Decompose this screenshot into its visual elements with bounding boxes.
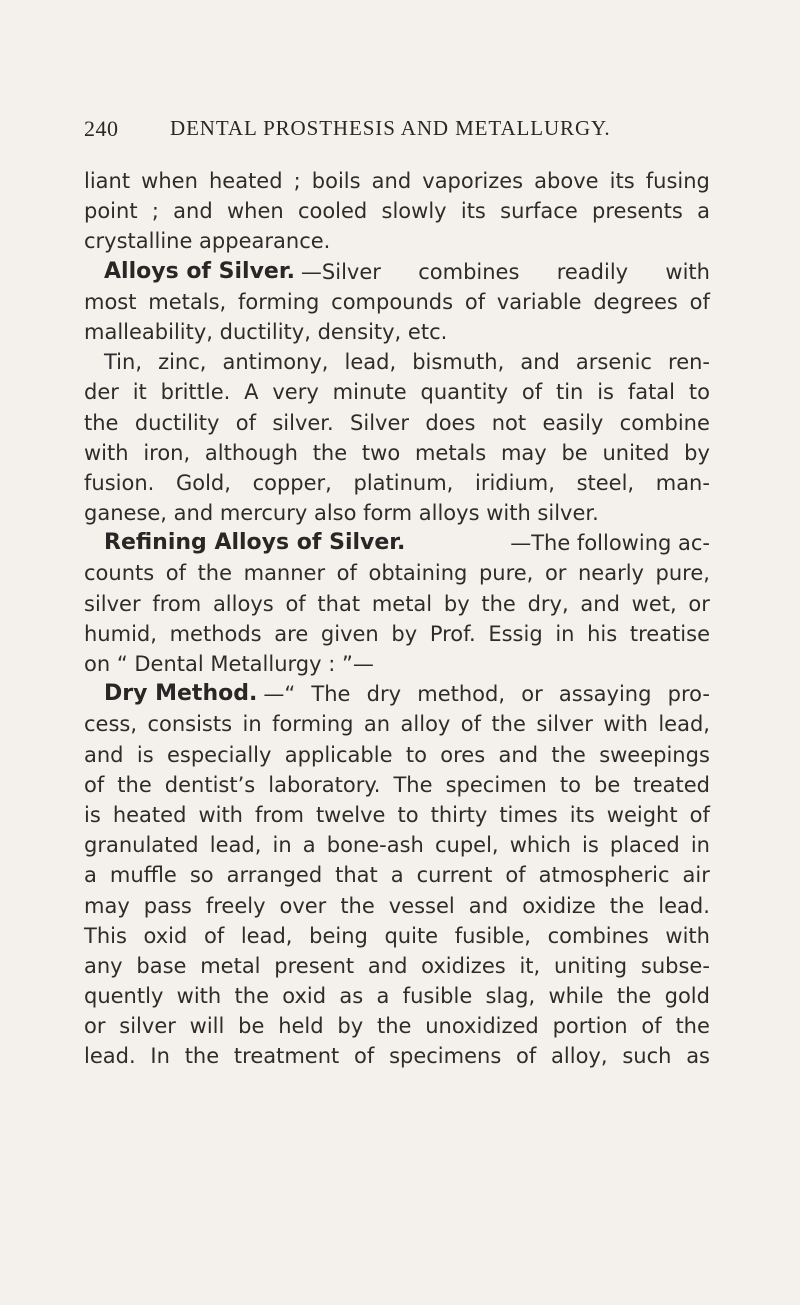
word: very xyxy=(272,380,319,405)
word: specimens xyxy=(389,1044,502,1069)
word: a xyxy=(697,199,710,224)
word: specimen xyxy=(445,772,547,797)
word: methods xyxy=(169,621,262,646)
word: the xyxy=(117,772,152,797)
word: slag, xyxy=(485,984,536,1009)
word: with xyxy=(198,802,243,827)
text-line xyxy=(84,1041,710,1071)
word: silver xyxy=(119,1014,176,1039)
text-line xyxy=(84,438,710,468)
text-line-content: on “ Dental Metallurgy : ”— xyxy=(84,652,374,676)
word: and xyxy=(84,742,124,767)
word: of xyxy=(689,802,710,827)
word: Tin, xyxy=(104,350,143,375)
text-line-content: crystalline appearance. xyxy=(84,229,331,254)
word: easily xyxy=(542,410,604,435)
word: given xyxy=(320,621,379,646)
word: of xyxy=(165,561,187,586)
word: to xyxy=(688,380,710,405)
word: metal xyxy=(200,953,261,978)
word: fusing xyxy=(645,169,710,193)
word: of xyxy=(516,1044,537,1069)
text-line xyxy=(84,740,710,770)
word: a xyxy=(390,863,404,888)
word: The xyxy=(393,772,433,797)
section-heading-dry-method: Dry Method. xyxy=(104,681,258,707)
word: pure, xyxy=(478,561,534,586)
word: with xyxy=(176,984,222,1009)
text-line xyxy=(84,800,710,830)
word: laboratory. xyxy=(268,772,381,797)
word: by xyxy=(684,440,710,465)
word: is xyxy=(84,802,101,827)
word: from xyxy=(255,802,304,827)
page-header xyxy=(84,116,734,146)
word: united xyxy=(602,440,670,465)
word: fusion. xyxy=(84,470,155,495)
text-line xyxy=(84,891,710,921)
word: treatment xyxy=(233,1044,340,1069)
word: may xyxy=(84,893,130,918)
word: of xyxy=(521,380,543,405)
word: silver xyxy=(536,712,593,737)
word: when xyxy=(141,169,198,193)
word: lead. xyxy=(658,893,710,918)
word: as xyxy=(339,984,364,1009)
word: der xyxy=(84,380,119,405)
word: brittle. xyxy=(160,380,231,405)
word: air xyxy=(682,863,710,888)
word: fusible, xyxy=(454,923,531,948)
word: the xyxy=(616,984,652,1009)
text-line xyxy=(84,558,710,588)
word: combine xyxy=(619,410,710,435)
word: portion xyxy=(552,1014,628,1039)
word: vessel xyxy=(388,893,455,918)
word: as xyxy=(686,1044,710,1069)
text-line xyxy=(84,679,710,709)
word: assaying xyxy=(558,682,652,707)
word: applicable xyxy=(284,742,393,767)
word: combines xyxy=(418,259,520,284)
text-line-content xyxy=(263,679,710,709)
word: quite xyxy=(384,923,439,948)
word: it, xyxy=(519,953,541,978)
word: of xyxy=(641,1014,662,1039)
word: subse- xyxy=(640,953,710,978)
word: metals, xyxy=(148,289,227,314)
word: above xyxy=(534,169,599,193)
word: and xyxy=(580,591,620,616)
word: in xyxy=(242,712,262,737)
word: degrees xyxy=(593,289,678,314)
word: Gold, xyxy=(175,470,231,495)
word: point xyxy=(84,199,138,224)
word: nearly xyxy=(577,561,644,586)
word: humid, xyxy=(84,621,157,646)
word: ; xyxy=(293,169,301,193)
word: vaporizes xyxy=(422,169,524,193)
word: In xyxy=(150,1044,170,1069)
word: cess, xyxy=(84,712,138,737)
word: sweepings xyxy=(599,742,710,767)
word: and xyxy=(520,350,560,375)
word: of xyxy=(285,591,306,616)
word: pass xyxy=(143,893,192,918)
word: a xyxy=(84,863,97,888)
word: such xyxy=(622,1044,672,1069)
text-line xyxy=(84,649,710,679)
word: the xyxy=(481,591,516,616)
word: steel, xyxy=(576,470,635,495)
word: that xyxy=(317,591,361,616)
word: presents xyxy=(592,199,683,224)
word: the xyxy=(312,440,348,465)
word: Essig xyxy=(488,621,543,646)
word: and xyxy=(468,893,509,918)
text-line xyxy=(84,226,710,256)
word: be xyxy=(594,772,621,797)
word: combines xyxy=(547,923,649,948)
word: by xyxy=(391,621,418,646)
text-line xyxy=(84,377,710,407)
word: boils xyxy=(311,169,361,193)
word: forming xyxy=(272,712,354,737)
word: current xyxy=(416,863,493,888)
word: tin xyxy=(555,380,584,405)
word: metals xyxy=(414,440,487,465)
word: heated xyxy=(208,169,283,193)
word: consists xyxy=(147,712,233,737)
word: surface xyxy=(500,199,578,224)
word: dry xyxy=(366,682,402,707)
word: muffle xyxy=(109,863,177,888)
word: obtaining xyxy=(368,561,468,586)
word: the xyxy=(491,712,526,737)
word: of xyxy=(235,410,256,435)
word: Prof. xyxy=(429,621,476,646)
word: in xyxy=(555,621,575,646)
word: liant xyxy=(84,169,131,193)
word: while xyxy=(548,984,604,1009)
word: its xyxy=(609,169,635,193)
word: that xyxy=(335,863,378,888)
word: his xyxy=(587,621,618,646)
word: lead, xyxy=(658,712,710,737)
word: be xyxy=(238,1014,265,1039)
word: oxidize xyxy=(522,893,596,918)
word: minute xyxy=(332,380,407,405)
word: to xyxy=(405,742,427,767)
word: times xyxy=(499,802,558,827)
word: The xyxy=(311,682,351,707)
word: ductility xyxy=(134,410,220,435)
word: ; xyxy=(151,199,159,224)
word: over xyxy=(279,893,327,918)
section-heading-refining: Refining Alloys of Silver. xyxy=(104,530,406,556)
text-line-content: malleability, ductility, density, etc. xyxy=(84,319,448,344)
word: thirty xyxy=(430,802,488,827)
word: treated xyxy=(633,772,710,797)
text-line xyxy=(84,317,710,347)
word: fusible xyxy=(402,984,473,1009)
word: placed xyxy=(609,833,680,858)
section-heading-alloys: Alloys of Silver. xyxy=(104,258,295,284)
word: oxid xyxy=(143,923,188,948)
word: with xyxy=(84,440,129,465)
word: the xyxy=(197,561,233,586)
word: oxidizes xyxy=(421,953,506,978)
word: two xyxy=(361,440,401,465)
word: dry, xyxy=(527,591,569,616)
running-head: DENTAL PROSTHESIS AND METALLURGY. xyxy=(170,116,611,140)
word: atmospheric xyxy=(538,863,670,888)
word: a xyxy=(376,984,390,1009)
word: from xyxy=(152,591,202,616)
word: iron, xyxy=(143,440,191,465)
word: antimony, xyxy=(222,350,329,375)
word: and xyxy=(498,742,539,767)
word: counts xyxy=(84,561,155,586)
word: which xyxy=(509,833,571,858)
word: not xyxy=(491,410,527,435)
word: and xyxy=(367,953,408,978)
page-number: 240 xyxy=(84,116,119,141)
text-line xyxy=(84,166,710,196)
word: variable xyxy=(496,289,582,314)
text-line xyxy=(84,589,710,619)
word: pure, xyxy=(655,561,710,586)
word: by xyxy=(443,591,470,616)
word: alloy xyxy=(400,712,451,737)
word: so xyxy=(189,863,214,888)
word: manner xyxy=(243,561,326,586)
word: of xyxy=(464,289,486,314)
word: the xyxy=(234,984,269,1009)
word: the xyxy=(675,1014,710,1039)
word: the xyxy=(84,410,119,435)
word: in xyxy=(272,833,292,858)
word: to xyxy=(559,772,581,797)
word: pro- xyxy=(667,682,710,707)
word: a xyxy=(302,833,316,858)
word: arsenic xyxy=(575,350,652,375)
word: by xyxy=(337,1014,364,1039)
word: twelve xyxy=(315,802,386,827)
word: weight xyxy=(606,802,678,827)
body-text xyxy=(84,166,710,1072)
word: bone-ash xyxy=(326,833,424,858)
word: of xyxy=(354,1044,375,1069)
word: forming xyxy=(237,289,320,314)
word: present xyxy=(274,953,355,978)
word: bismuth, xyxy=(412,350,505,375)
text-line xyxy=(84,860,710,890)
word: is xyxy=(597,380,614,405)
word: with xyxy=(665,259,710,284)
word: uniting xyxy=(553,953,628,978)
text-line xyxy=(84,528,710,558)
text-line xyxy=(84,709,710,739)
word: or xyxy=(544,561,567,586)
text-line xyxy=(84,257,710,287)
word: although xyxy=(204,440,298,465)
text-line xyxy=(84,770,710,800)
word: lead, xyxy=(209,833,262,858)
word: of xyxy=(689,289,710,314)
text-line-content: —The following ac- xyxy=(510,531,710,556)
word: compounds xyxy=(331,289,454,314)
text-line xyxy=(84,951,710,981)
word: arranged xyxy=(226,863,323,888)
word: man- xyxy=(655,470,710,495)
word: its xyxy=(569,802,595,827)
word: of xyxy=(460,712,482,737)
word: Silver xyxy=(350,410,410,435)
word: with xyxy=(665,923,710,948)
word: held xyxy=(278,1014,324,1039)
word: in xyxy=(690,833,710,858)
word: or xyxy=(84,1014,106,1039)
word: quantity xyxy=(420,380,509,405)
text-line xyxy=(84,408,710,438)
word: most xyxy=(84,289,137,314)
word: slowly xyxy=(381,199,447,224)
word: readily xyxy=(556,259,629,284)
word: or xyxy=(521,682,543,707)
text-line-content: ganese, and mercury also form alloys with silver. xyxy=(84,501,599,526)
word: and xyxy=(173,199,213,224)
word: gold xyxy=(664,984,710,1009)
text-line xyxy=(84,619,710,649)
word: A xyxy=(244,380,259,405)
word: or xyxy=(688,591,710,616)
word: granulated xyxy=(84,833,199,858)
text-line-content xyxy=(301,257,710,287)
word: This xyxy=(84,923,127,948)
text-line xyxy=(84,468,710,498)
word: —“ xyxy=(263,682,296,707)
word: are xyxy=(274,621,309,646)
word: method, xyxy=(417,682,506,707)
text-line xyxy=(84,921,710,951)
word: platinum, xyxy=(353,470,454,495)
word: is xyxy=(582,833,599,858)
word: and xyxy=(371,169,412,193)
text-line xyxy=(84,830,710,860)
text-line xyxy=(84,498,710,528)
word: cooled xyxy=(297,199,368,224)
word: heated xyxy=(112,802,187,827)
word: of xyxy=(84,772,105,797)
word: being xyxy=(309,923,368,948)
word: ores xyxy=(440,742,486,767)
word: of xyxy=(203,923,225,948)
word: base xyxy=(136,953,187,978)
word: may xyxy=(500,440,547,465)
word: oxid xyxy=(282,984,327,1009)
text-line xyxy=(84,981,710,1011)
word: unoxidized xyxy=(425,1014,539,1039)
word: when xyxy=(226,199,284,224)
word: the xyxy=(376,1014,412,1039)
word: the xyxy=(340,893,375,918)
word: lead, xyxy=(344,350,397,375)
word: to xyxy=(397,802,419,827)
word: the xyxy=(551,742,586,767)
word: dentist’s xyxy=(164,772,256,797)
word: copper, xyxy=(252,470,332,495)
word: lead, xyxy=(240,923,293,948)
word: fatal xyxy=(627,380,676,405)
word: —Silver xyxy=(300,259,381,284)
word: metal xyxy=(371,591,433,616)
word: especially xyxy=(166,742,272,767)
word: cupel, xyxy=(434,833,499,858)
word: of xyxy=(336,561,357,586)
word: iridium, xyxy=(475,470,555,495)
word: the xyxy=(609,893,645,918)
word: any xyxy=(84,953,123,978)
word: it xyxy=(132,380,147,405)
text-line xyxy=(84,287,710,317)
word: will xyxy=(189,1014,225,1039)
word: alloy, xyxy=(551,1044,608,1069)
word: wet, xyxy=(631,591,677,616)
word: treatise xyxy=(629,621,710,646)
word: lead. xyxy=(84,1044,136,1069)
text-line xyxy=(84,196,710,226)
word: of xyxy=(505,863,526,888)
word: an xyxy=(363,712,391,737)
word: silver xyxy=(84,591,141,616)
text-line xyxy=(84,347,710,377)
word: ren- xyxy=(668,350,710,375)
word: the xyxy=(184,1044,220,1069)
word: is xyxy=(136,742,154,767)
word: does xyxy=(425,410,476,435)
word: be xyxy=(561,440,588,465)
text-line xyxy=(84,1011,710,1041)
word: zinc, xyxy=(158,350,207,375)
word: alloys xyxy=(212,591,274,616)
word: quently xyxy=(84,984,164,1009)
word: freely xyxy=(205,893,266,918)
word: its xyxy=(460,199,486,224)
word: silver. xyxy=(272,410,334,435)
word: with xyxy=(603,712,648,737)
